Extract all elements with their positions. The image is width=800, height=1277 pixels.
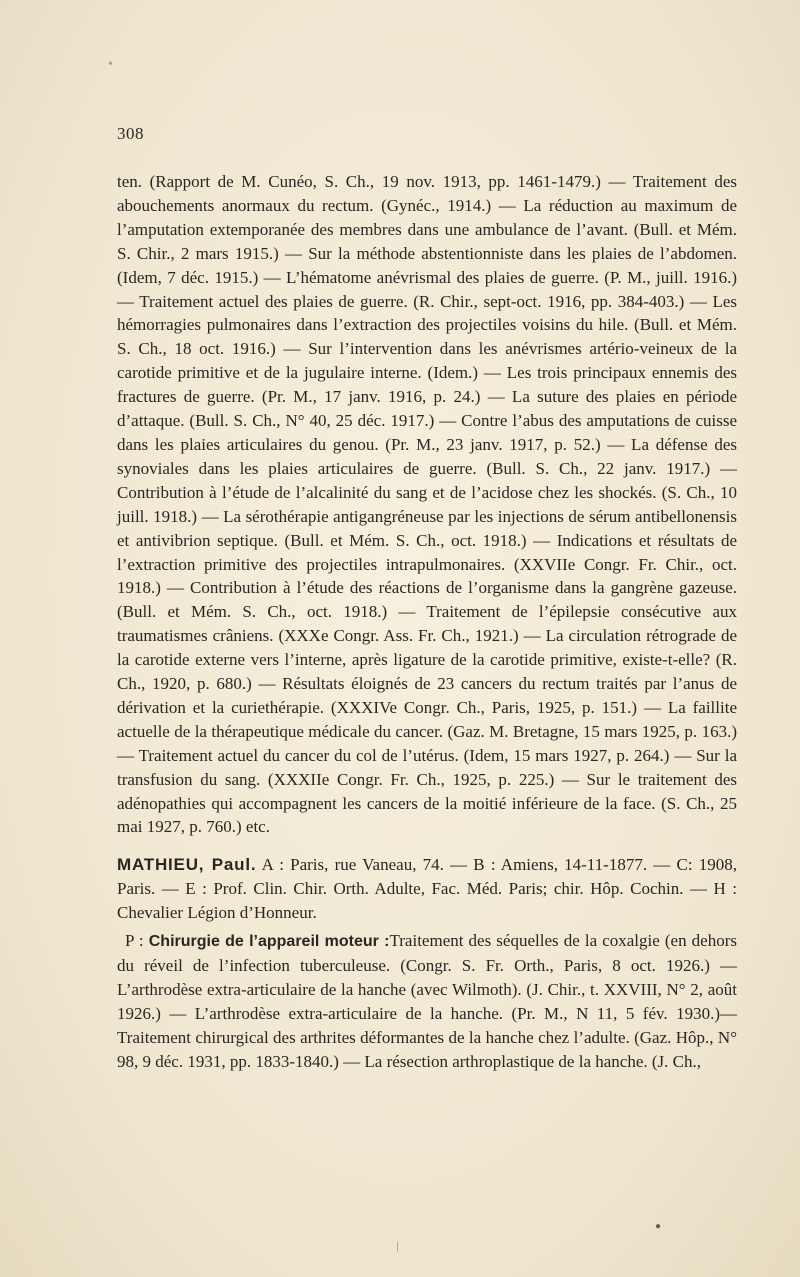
biography-entry	[117, 853, 737, 925]
publications-heading: Chirurgie de l’appareil moteur :	[148, 933, 390, 951]
publications-text: Traitement des séquelles de la coxalgie (en dehors du réveil de l’infection tuberculeuse. (Congr. S. Fr. Orth., Paris, 8 oct. 1926.) — L’arthrodèse extra-articulaire de la hanche (avec Wilmoth). (J. Chir., t. XXVIII, N° 2, août 1926.) — L’arthrodèse extra-articulaire de la hanche. (Pr. M., N 11, 5 fév. 1930.)— Traitement chirurgical des arthrites déformantes de la hanche chez l’adulte. (Gaz. Hôp., N° 98, 9 déc. 1931, pp. 1833-1840.) — La résection arthroplastique de la hanche. (J. Ch.,	[117, 931, 738, 1071]
entry-name: MATHIEU, Paul.	[117, 855, 257, 875]
text-column	[117, 170, 737, 1074]
margin-mark: •	[108, 57, 113, 72]
bibliography-paragraph: ten. (Rapport de M. Cunéo, S. Ch., 19 nov. 1913, pp. 1461-1479.) — Traitement des abouchements anormaux du rectum. (Gynéc., 1914.) — La réduction au maximum de l’amputation extemporanée des membres dans une ambulance de l’avant. (Bull. et Mém. S. Chir., 2 mars 1915.) — Sur la méthode abstentionniste dans les plaies de l’abdomen. (Idem, 7 déc. 1915.) — L’hématome anévrismal des plaies de guerre. (P. M., juill. 1916.) — Traitement actuel des plaies de guerre. (R. Chir., sept-oct. 1916, pp. 384-403.) — Les hémorragies pulmonaires dans l’extraction des projectiles voisins du hile. (Bull. et Mém. S. Ch., 18 oct. 1916.) — Sur l’intervention dans les anévrismes artério-veineux de la carotide primitive et de la jugulaire interne. (Idem.) — Les trois principaux ennemis des fractures de guerre. (Pr. M., 17 janv. 1916, p. 24.) — La suture des plaies en période d’attaque. (Bull. S. Ch., N° 40, 25 déc. 1917.) — Contre l’abus des amputations de cuisse dans les plaies articulaires du genou. (Pr. M., 23 janv. 1917, p. 52.) — La défense des synoviales dans les plaies articulaires de guerre. (Bull. S. Ch., 22 janv. 1917.) — Contribution à l’étude de l’alcalinité du sang et de l’acidose chez les shockés. (S. Ch., 10 juill. 1918.) — La sérothérapie antigangréneuse par les injections de sérum antibellonensis et antivibrion septique. (Bull. et Mém. S. Ch., oct. 1918.) — Indications et résultats de l’extraction primitive des projectiles intrapulmonaires. (XXVIIe Congr. Fr. Chir., oct. 1918.) — Contribution à l’étude des réactions de l’organisme dans la gangrène gazeuse. (Bull. et Mém. S. Ch., oct. 1918.) — Traitement de l’épilepsie consécutive aux traumatismes crâniens. (XXXe Congr. Ass. Fr. Ch., 1921.) — La circulation rétrograde de la carotide externe vers l’interne, après ligature de la carotide primitive, existe-t-elle? (R. Ch., 1920, p. 680.) — Résultats éloignés de 23 cancers du rectum traités par l’anus de dérivation et la curiethérapie. (XXXIVe Congr. Ch., Paris, 1925, p. 151.) — La faillite actuelle de la thérapeutique médicale du cancer. (Gaz. M. Bretagne, 15 mars 1925, p. 163.) — Traitement actuel du cancer du col de l’utérus. (Idem, 15 mars 1927, p. 264.) — Sur la transfusion du sang. (XXXIIe Congr. Fr. Ch., 1925, p. 225.) — Sur le traitement des adénopathies qui accompagnent les cancers de la moitié inférieure de la face. (S. Ch., 25 mai 1927, p. 760.) etc.	[117, 172, 737, 837]
publications-label: P :	[125, 931, 149, 951]
page-number: 308	[117, 124, 144, 143]
publications-paragraph	[117, 929, 737, 1073]
stray-mark: ●	[655, 1221, 662, 1232]
stray-mark: /	[393, 1239, 403, 1256]
entry-details: A : Paris, rue Vaneau, 74. — B : Amiens, 14-11-1877. — C: 1908, Paris. — E : Prof. Clin. Chir. Orth. Adulte, Fac. Méd. Paris; chir. Hôp. Cochin. — H : Chevalier Légion d’Honneur.	[117, 855, 737, 923]
